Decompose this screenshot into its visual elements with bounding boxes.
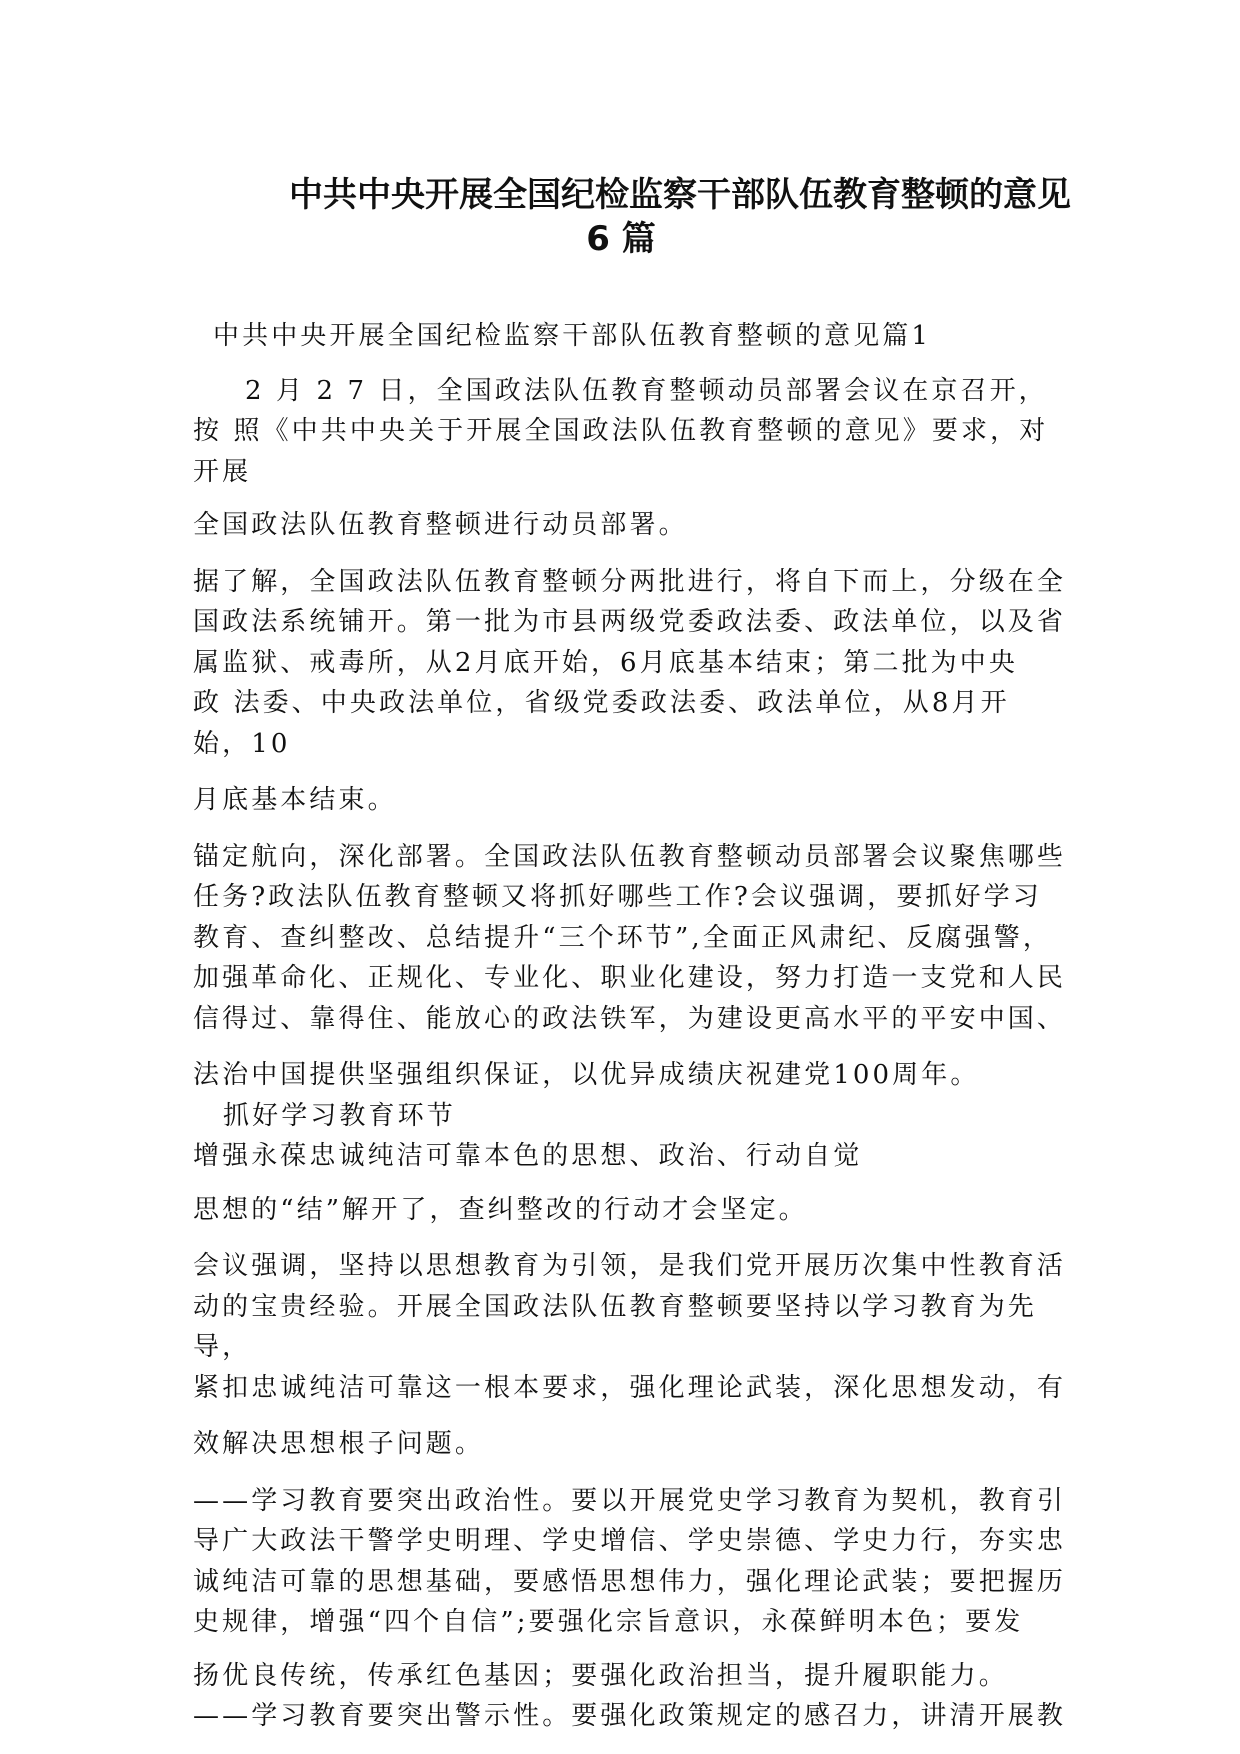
- paragraph: 法治中国提供坚强组织保证，以优异成绩庆祝建党100周年。: [193, 1060, 980, 1090]
- paragraph: 会议强调，坚持以思想教育为引领，是我们党开展历次集中性教育活 动的宝贵经验。开展全国政法队伍教育整顿要坚持以学习教育为先导， 紧扣忠诚纯洁可靠这一根本要求，强化理论武装，深化思想发动，有: [193, 1251, 1067, 1403]
- paragraph: ——学习教育要突出警示性。要强化政策规定的感召力，讲清开展教: [193, 1701, 1067, 1731]
- subsection-heading: 抓好学习教育环节: [223, 1100, 456, 1131]
- paragraph: 2 月 2 7 日，全国政法队伍教育整顿动员部署会议在京召开， 按 照《中共中央关于开展全国政法队伍教育整顿的意见》要求，对 开展: [193, 375, 1049, 487]
- subsection-subtitle: 增强永葆忠诚纯洁可靠本色的思想、政治、行动自觉: [193, 1141, 863, 1171]
- paragraph: 效解决思想根子问题。: [193, 1429, 485, 1459]
- paragraph: 全国政法队伍教育整顿进行动员部署。: [193, 510, 688, 540]
- paragraph: ——学习教育要突出政治性。要以开展党史学习教育为契机，教育引 导广大政法干警学史明理、学史增信、学史崇德、学史力行，夯实忠 诚纯洁可靠的思想基础，要感悟思想伟力，强化理论武装；要把握历 史规律，增强“四个自信”;要强化宗旨意识，永葆鲜明本色；要发: [193, 1485, 1067, 1637]
- paragraph: 思想的“结”解开了，查纠整改的行动才会坚定。: [193, 1194, 808, 1225]
- title-line-1: 中共中央开展全国纪检监察干部队伍教育整顿的意见: [289, 174, 1071, 215]
- document-body: [193, 316, 1071, 1737]
- title-line-2: 6 篇: [586, 218, 656, 259]
- paragraph: 扬优良传统，传承红色基因；要强化政治担当，提升履职能力。: [193, 1660, 1008, 1691]
- paragraph: 据了解，全国政法队伍教育整顿分两批进行，将自下而上，分级在全 国政法系统铺开。第一批为市县两级党委政法委、政法单位，以及省 属监狱、戒毒所，从2月底开始，6月底基本结束；第二批为中央 政 法委、中央政法单位，省级党委政法委、政法单位，从8月开 始，10: [193, 566, 1067, 759]
- paragraph: 锚定航向，深化部署。全国政法队伍教育整顿动员部署会议聚焦哪些 任务?政法队伍教育整顿又将抓好哪些工作?会议强调，要抓好学习 教育、查纠整改、总结提升“三个环节”,全面正风肃纪、反腐强警， 加强革命化、正规化、专业化、职业化建设，努力打造一支党和人民 信得过、靠得住、能放心的政法铁军，为建设更高水平的平安中国、: [193, 841, 1067, 1034]
- paragraph: 月底基本结束。: [193, 785, 397, 815]
- document-title: [0, 173, 1240, 261]
- section-heading: 中共中央开展全国纪检监察干部队伍教育整顿的意见篇1: [213, 321, 932, 351]
